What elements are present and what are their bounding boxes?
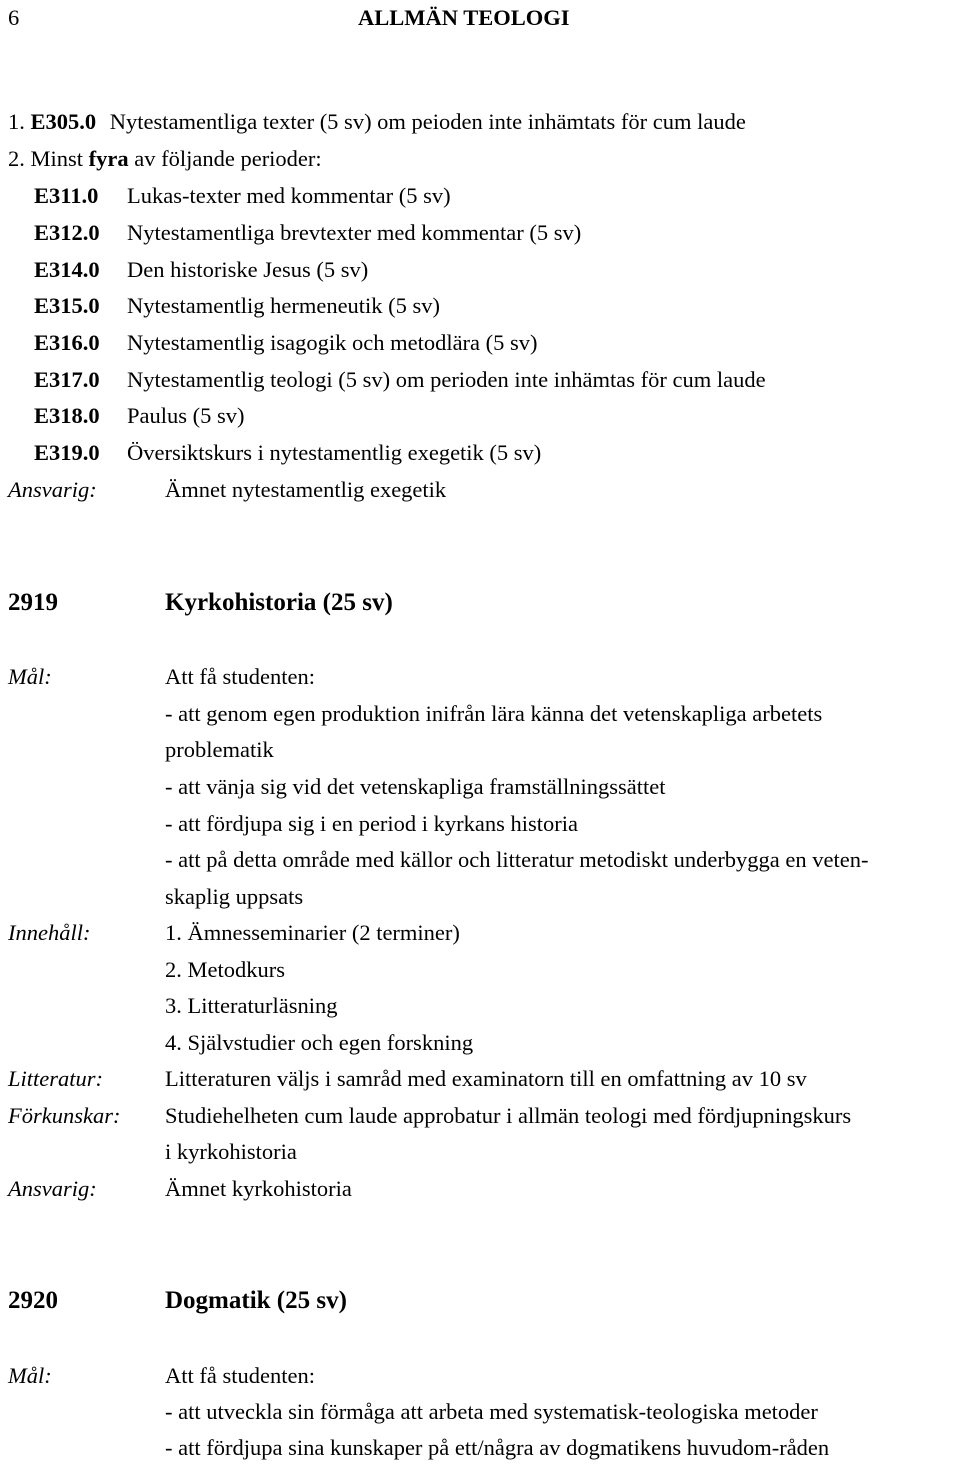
period-row bbox=[34, 215, 582, 252]
period-text: Nytestamentlig isagogik och metodlära (5 sv) bbox=[127, 330, 538, 355]
goal-intro: Att få studenten: bbox=[165, 1363, 315, 1388]
period-code: E315.0 bbox=[34, 293, 100, 318]
goal-line: - att vänja sig vid det vetenskapliga framställningssättet bbox=[165, 774, 666, 799]
goal-line: - att på detta område med källor och litteratur metodiskt underbygga en veten- bbox=[165, 847, 869, 872]
period-row bbox=[34, 362, 766, 399]
prereq-line: i kyrkohistoria bbox=[165, 1139, 297, 1164]
goal-label: Mål: bbox=[8, 1363, 52, 1388]
prereq-label: Förkunskar: bbox=[8, 1103, 121, 1128]
period-row bbox=[34, 288, 441, 325]
course-code-heading: 2920 bbox=[8, 1287, 58, 1314]
goal-line: skaplig uppsats bbox=[165, 884, 304, 909]
period-code: E316.0 bbox=[34, 330, 100, 355]
item-text-post: av följande perioder: bbox=[134, 146, 322, 171]
period-row bbox=[34, 325, 538, 362]
goal-line: - att fördjupa sina kunskaper på ett/några av dogmatikens huvudom-råden bbox=[165, 1435, 830, 1460]
responsible-value: Ämnet nytestamentlig exegetik bbox=[165, 477, 447, 502]
content-label: Innehåll: bbox=[8, 920, 91, 945]
course-code-heading: 2919 bbox=[8, 589, 58, 616]
period-text: Nytestamentlig hermeneutik (5 sv) bbox=[127, 293, 441, 318]
period-code: E318.0 bbox=[34, 403, 100, 428]
period-code: E319.0 bbox=[34, 440, 100, 465]
period-text: Den historiske Jesus (5 sv) bbox=[127, 257, 369, 282]
item-text: Nytestamentliga texter (5 sv) om peioden inte inhämtats för cum laude bbox=[109, 109, 746, 134]
course-title-heading: Kyrkohistoria (25 sv) bbox=[165, 589, 393, 616]
page-number: 6 bbox=[8, 5, 20, 30]
goal-intro: Att få studenten: bbox=[165, 664, 315, 689]
content-line: 1. Ämnesseminarier (2 terminer) bbox=[165, 920, 460, 945]
requirement-item-2 bbox=[8, 141, 322, 178]
period-code: E314.0 bbox=[34, 257, 100, 282]
period-row bbox=[34, 178, 451, 215]
item-number: 2. bbox=[8, 146, 25, 171]
period-code: E311.0 bbox=[34, 183, 99, 208]
period-row bbox=[34, 398, 245, 435]
item-number: 1. bbox=[8, 109, 25, 134]
period-code: E317.0 bbox=[34, 367, 100, 392]
requirement-item-1 bbox=[8, 104, 746, 141]
period-text: Paulus (5 sv) bbox=[127, 403, 245, 428]
goal-line: - att fördjupa sig i en period i kyrkans historia bbox=[165, 811, 579, 836]
goal-line: problematik bbox=[165, 737, 274, 762]
responsible-label: Ansvarig: bbox=[8, 1176, 97, 1201]
period-row bbox=[34, 252, 369, 289]
item-text-bold: fyra bbox=[88, 146, 129, 171]
period-row bbox=[34, 435, 542, 472]
period-text: Lukas-texter med kommentar (5 sv) bbox=[127, 183, 451, 208]
goal-line: - att genom egen produktion inifrån lära känna det vetenskapliga arbetets bbox=[165, 701, 823, 726]
period-code: E312.0 bbox=[34, 220, 100, 245]
period-text: Översiktskurs i nytestamentlig exegetik (5 sv) bbox=[127, 440, 542, 465]
prereq-line: Studiehelheten cum laude approbatur i allmän teologi med fördjupningskurs bbox=[165, 1103, 852, 1128]
period-text: Nytestamentliga brevtexter med kommentar (5 sv) bbox=[127, 220, 582, 245]
course-title-heading: Dogmatik (25 sv) bbox=[165, 1287, 347, 1314]
period-text: Nytestamentlig teologi (5 sv) om perioden inte inhämtas för cum laude bbox=[127, 367, 766, 392]
item-text-pre: Minst bbox=[30, 146, 84, 171]
responsible-label: Ansvarig: bbox=[8, 477, 97, 502]
goal-label: Mål: bbox=[8, 664, 52, 689]
goal-line: - att utveckla sin förmåga att arbeta med systematisk-teologiska metoder bbox=[165, 1399, 818, 1424]
literature-label: Litteratur: bbox=[8, 1066, 104, 1091]
literature-value: Litteraturen väljs i samråd med examinatorn till en omfattning av 10 sv bbox=[165, 1066, 807, 1091]
content-line: 2. Metodkurs bbox=[165, 957, 285, 982]
content-line: 3. Litteraturläsning bbox=[165, 993, 338, 1018]
course-code: E305.0 bbox=[30, 109, 97, 134]
responsible-value: Ämnet kyrkohistoria bbox=[165, 1176, 352, 1201]
page-title: ALLMÄN TEOLOGI bbox=[358, 5, 570, 30]
content-line: 4. Självstudier och egen forskning bbox=[165, 1030, 474, 1055]
